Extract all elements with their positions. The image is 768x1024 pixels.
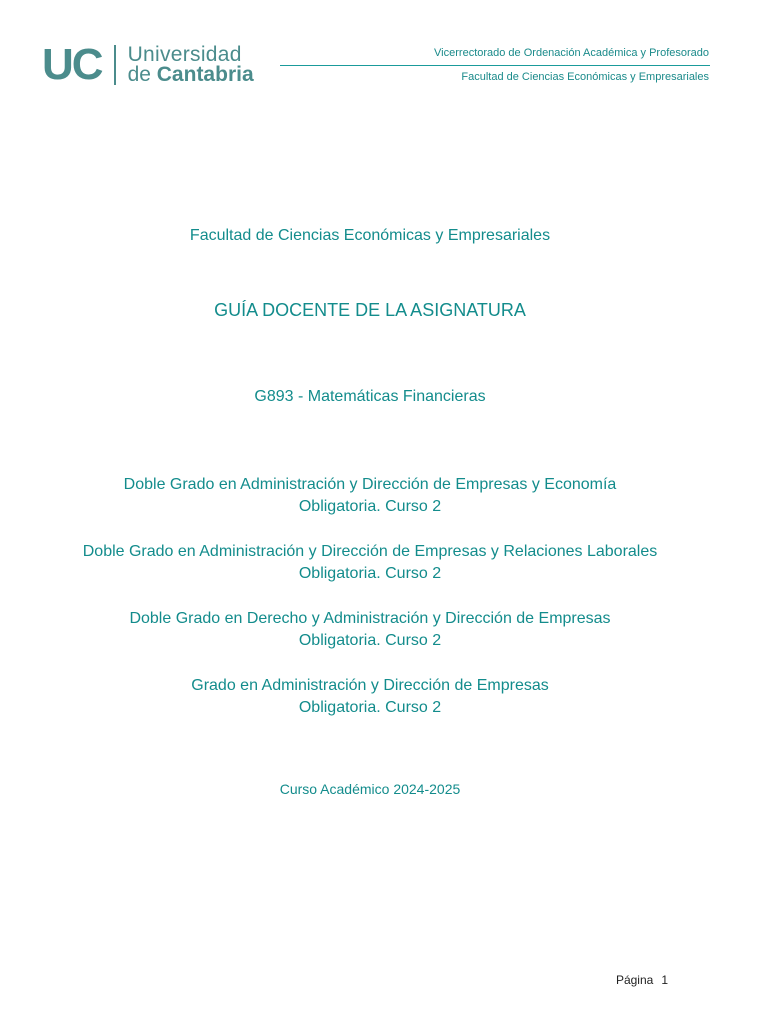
degree-name: Doble Grado en Administración y Dirección de Empresas y Economía <box>123 476 617 493</box>
logo-mark: UC <box>42 40 102 89</box>
logo-line1: Universidad <box>127 43 242 66</box>
faculty-name: Facultad de Ciencias Económicas y Empresariales <box>189 227 551 244</box>
header-rule <box>280 65 710 66</box>
logo-line2-strong: Cantabria <box>156 63 254 86</box>
academic-year: Curso Académico 2024-2025 <box>279 781 461 797</box>
logo-line2-prefix: de <box>127 63 151 86</box>
header-vicerrectorado: Vicerrectorado de Ordenación Académica y Profesorado <box>434 47 709 59</box>
degree-type: Obligatoria. Curso 2 <box>298 632 442 649</box>
degree-block <box>0 541 740 585</box>
page-label: Página <box>615 973 654 987</box>
degree-type: Obligatoria. Curso 2 <box>298 699 442 716</box>
degree-name: Doble Grado en Administración y Dirección de Empresas y Relaciones Laborales <box>82 543 658 560</box>
subject-name: G893 - Matemáticas Financieras <box>254 388 486 405</box>
degree-name: Doble Grado en Derecho y Administración y Dirección de Empresas <box>129 610 611 627</box>
university-logo <box>42 42 254 88</box>
degree-type: Obligatoria. Curso 2 <box>298 565 442 582</box>
page-number <box>616 973 668 987</box>
page-number-value: 1 <box>661 973 668 987</box>
degree-name: Grado en Administración y Dirección de Empresas <box>191 677 549 694</box>
logo-text <box>128 45 254 85</box>
logo-divider <box>114 45 116 85</box>
logo-line2 <box>128 65 254 85</box>
degree-type: Obligatoria. Curso 2 <box>298 498 442 515</box>
header-faculty: Facultad de Ciencias Económicas y Empresariales <box>461 71 709 83</box>
degree-block <box>0 608 740 652</box>
degree-block <box>0 675 740 719</box>
degree-block <box>0 474 740 518</box>
guide-title: GUÍA DOCENTE DE LA ASIGNATURA <box>214 300 526 320</box>
